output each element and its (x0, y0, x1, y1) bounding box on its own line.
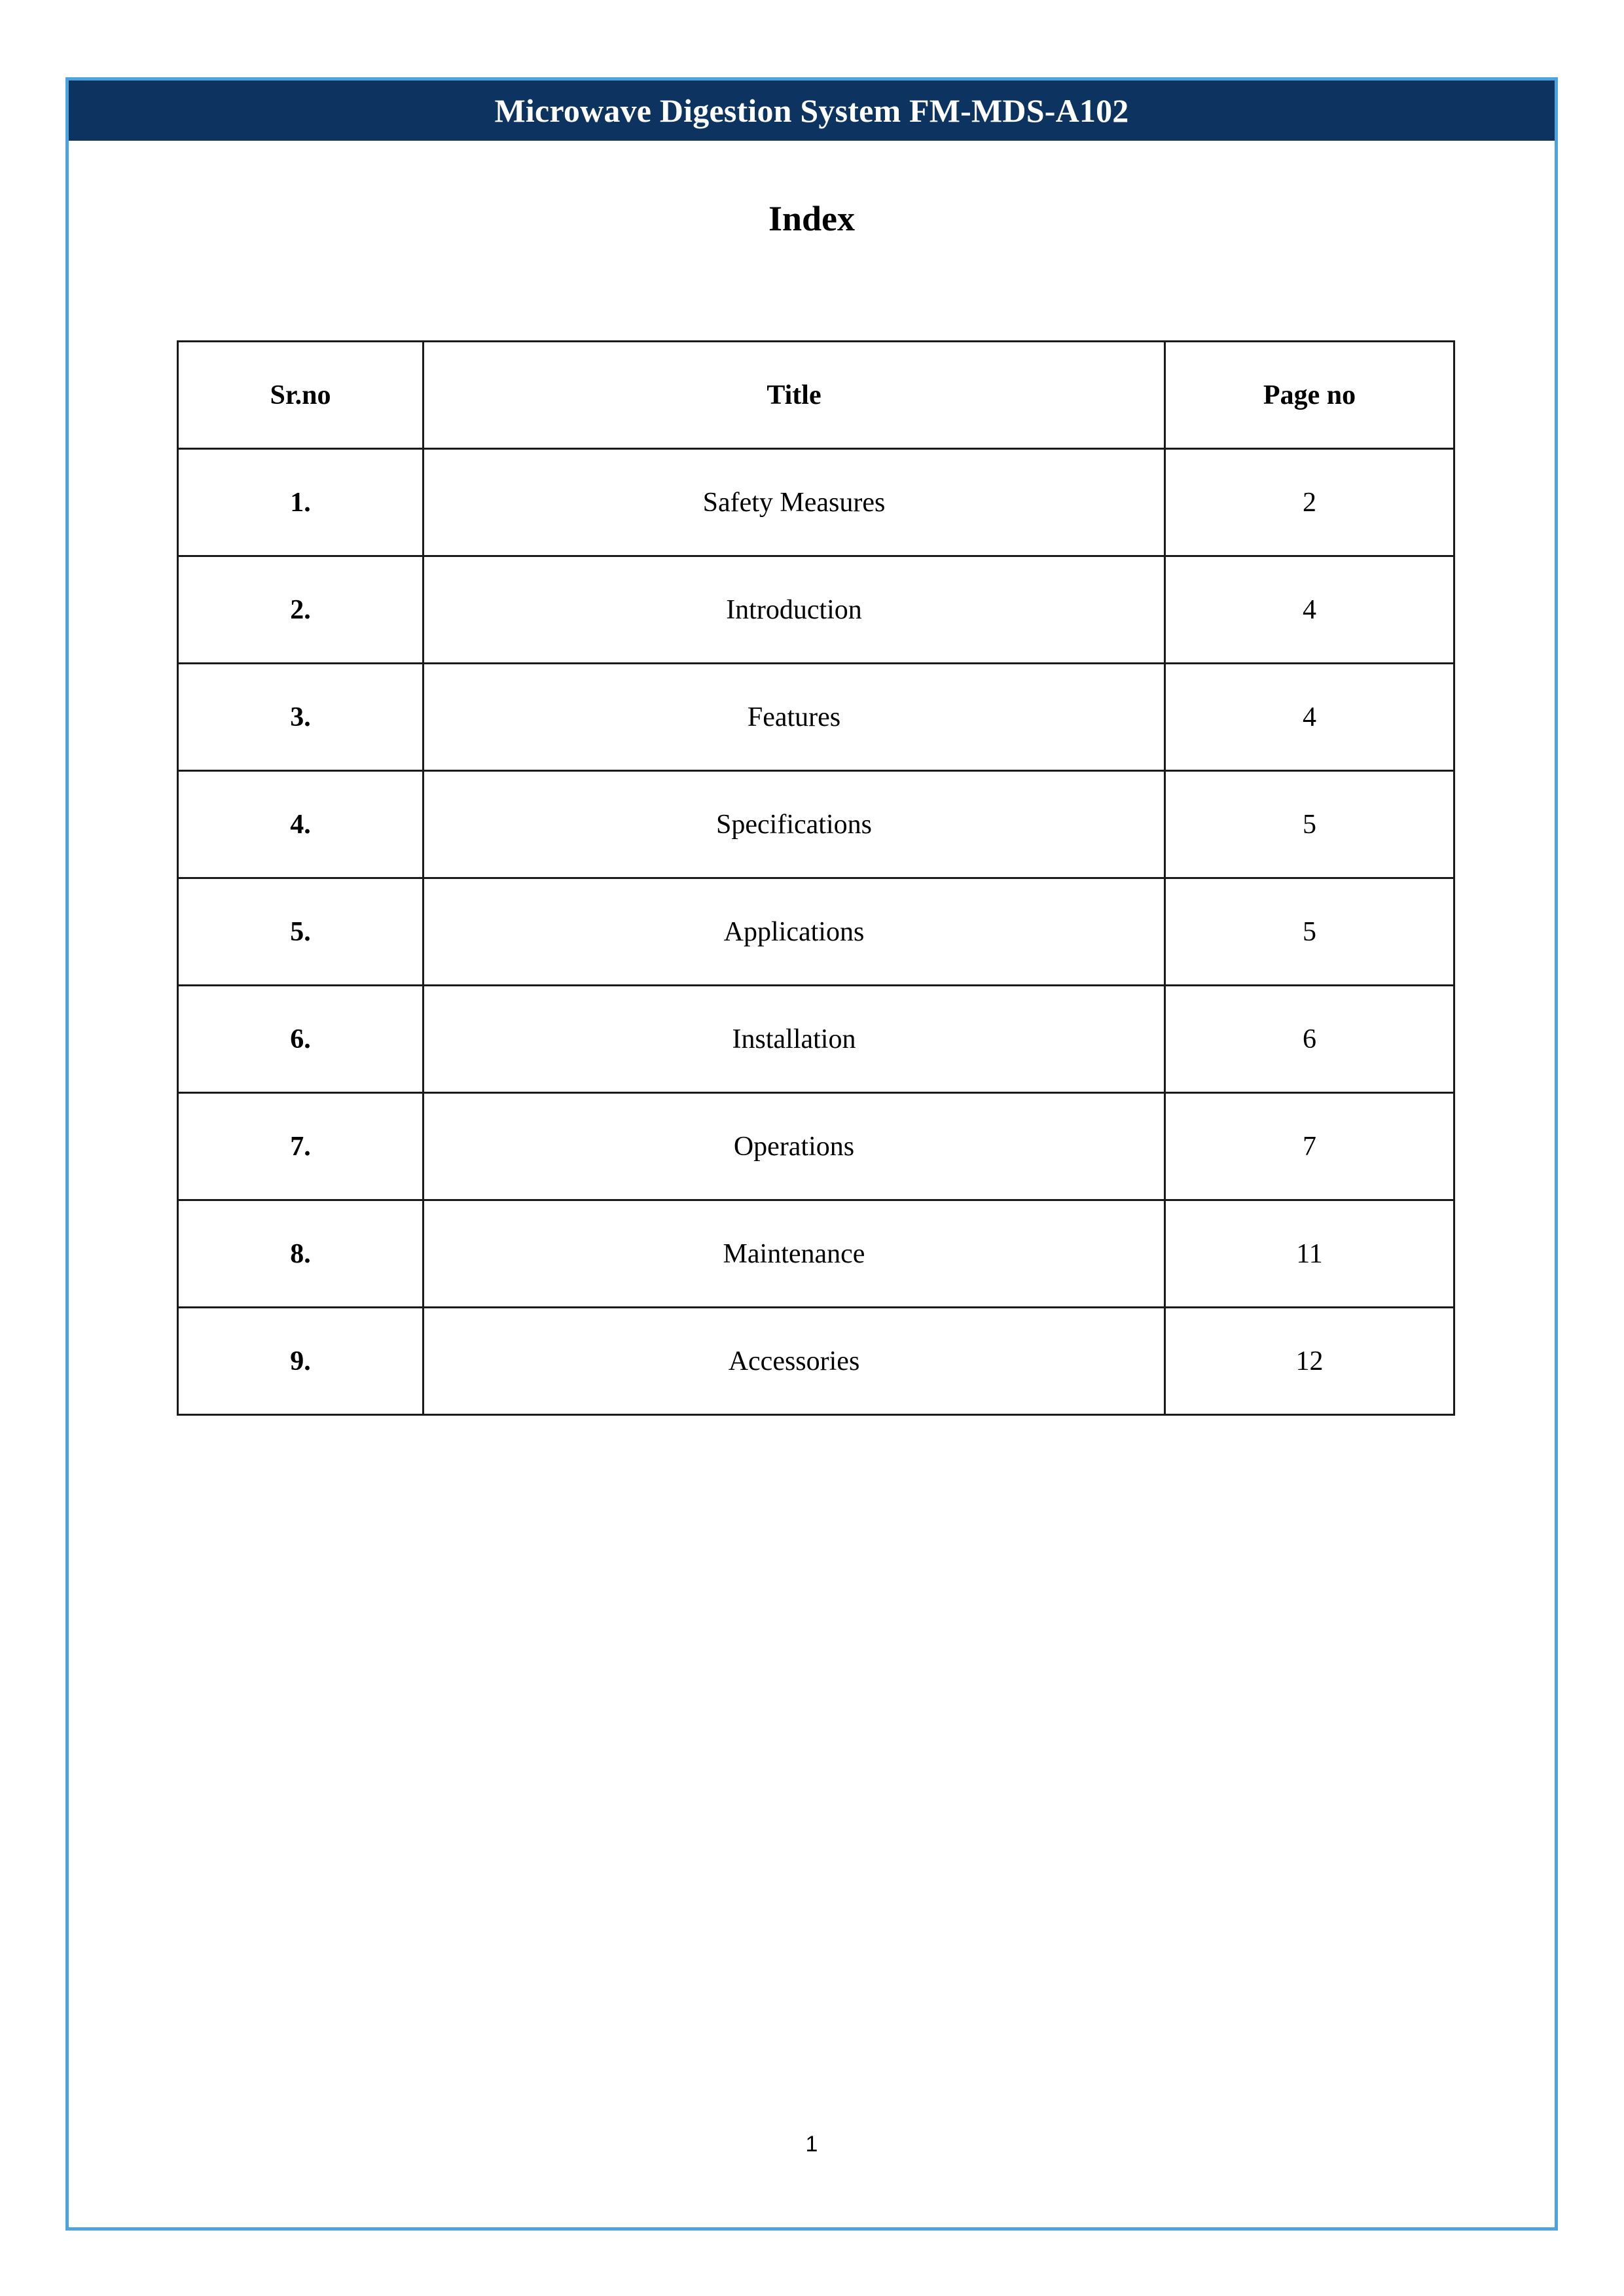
table-row (178, 771, 1454, 878)
row-title: Applications (424, 878, 1165, 986)
row-srno: 2. (178, 556, 424, 664)
column-header-srno: Sr.no (178, 342, 424, 449)
footer-page-number: 1 (805, 2132, 818, 2157)
page-frame (65, 77, 1558, 2231)
page-heading: Index (768, 199, 856, 238)
row-page: 12 (1165, 1308, 1454, 1415)
row-page: 4 (1165, 664, 1454, 771)
table-row (178, 986, 1454, 1093)
row-page: 7 (1165, 1093, 1454, 1200)
column-header-page: Page no (1165, 342, 1454, 449)
row-title: Installation (424, 986, 1165, 1093)
row-srno: 9. (178, 1308, 424, 1415)
row-srno: 6. (178, 986, 424, 1093)
table-row (178, 664, 1454, 771)
row-title: Accessories (424, 1308, 1165, 1415)
row-page: 5 (1165, 771, 1454, 878)
row-page: 6 (1165, 986, 1454, 1093)
row-srno: 8. (178, 1200, 424, 1308)
table-row (178, 878, 1454, 986)
table-row (178, 1093, 1454, 1200)
table-row (178, 556, 1454, 664)
table-row (178, 1200, 1454, 1308)
row-title: Introduction (424, 556, 1165, 664)
index-table-container (177, 340, 1453, 1416)
index-table-body (178, 449, 1454, 1415)
column-header-title: Title (424, 342, 1165, 449)
row-page: 4 (1165, 556, 1454, 664)
table-row (178, 1308, 1454, 1415)
row-page: 11 (1165, 1200, 1454, 1308)
document-title-banner (69, 81, 1555, 141)
row-srno: 5. (178, 878, 424, 986)
row-srno: 7. (178, 1093, 424, 1200)
index-table (177, 340, 1455, 1416)
row-page: 5 (1165, 878, 1454, 986)
row-title: Features (424, 664, 1165, 771)
table-row (178, 449, 1454, 556)
row-srno: 1. (178, 449, 424, 556)
table-header-row (178, 342, 1454, 449)
row-title: Safety Measures (424, 449, 1165, 556)
document-title: Microwave Digestion System FM-MDS-A102 (494, 92, 1129, 129)
row-srno: 3. (178, 664, 424, 771)
row-title: Specifications (424, 771, 1165, 878)
row-title: Operations (424, 1093, 1165, 1200)
row-srno: 4. (178, 771, 424, 878)
row-title: Maintenance (424, 1200, 1165, 1308)
row-page: 2 (1165, 449, 1454, 556)
